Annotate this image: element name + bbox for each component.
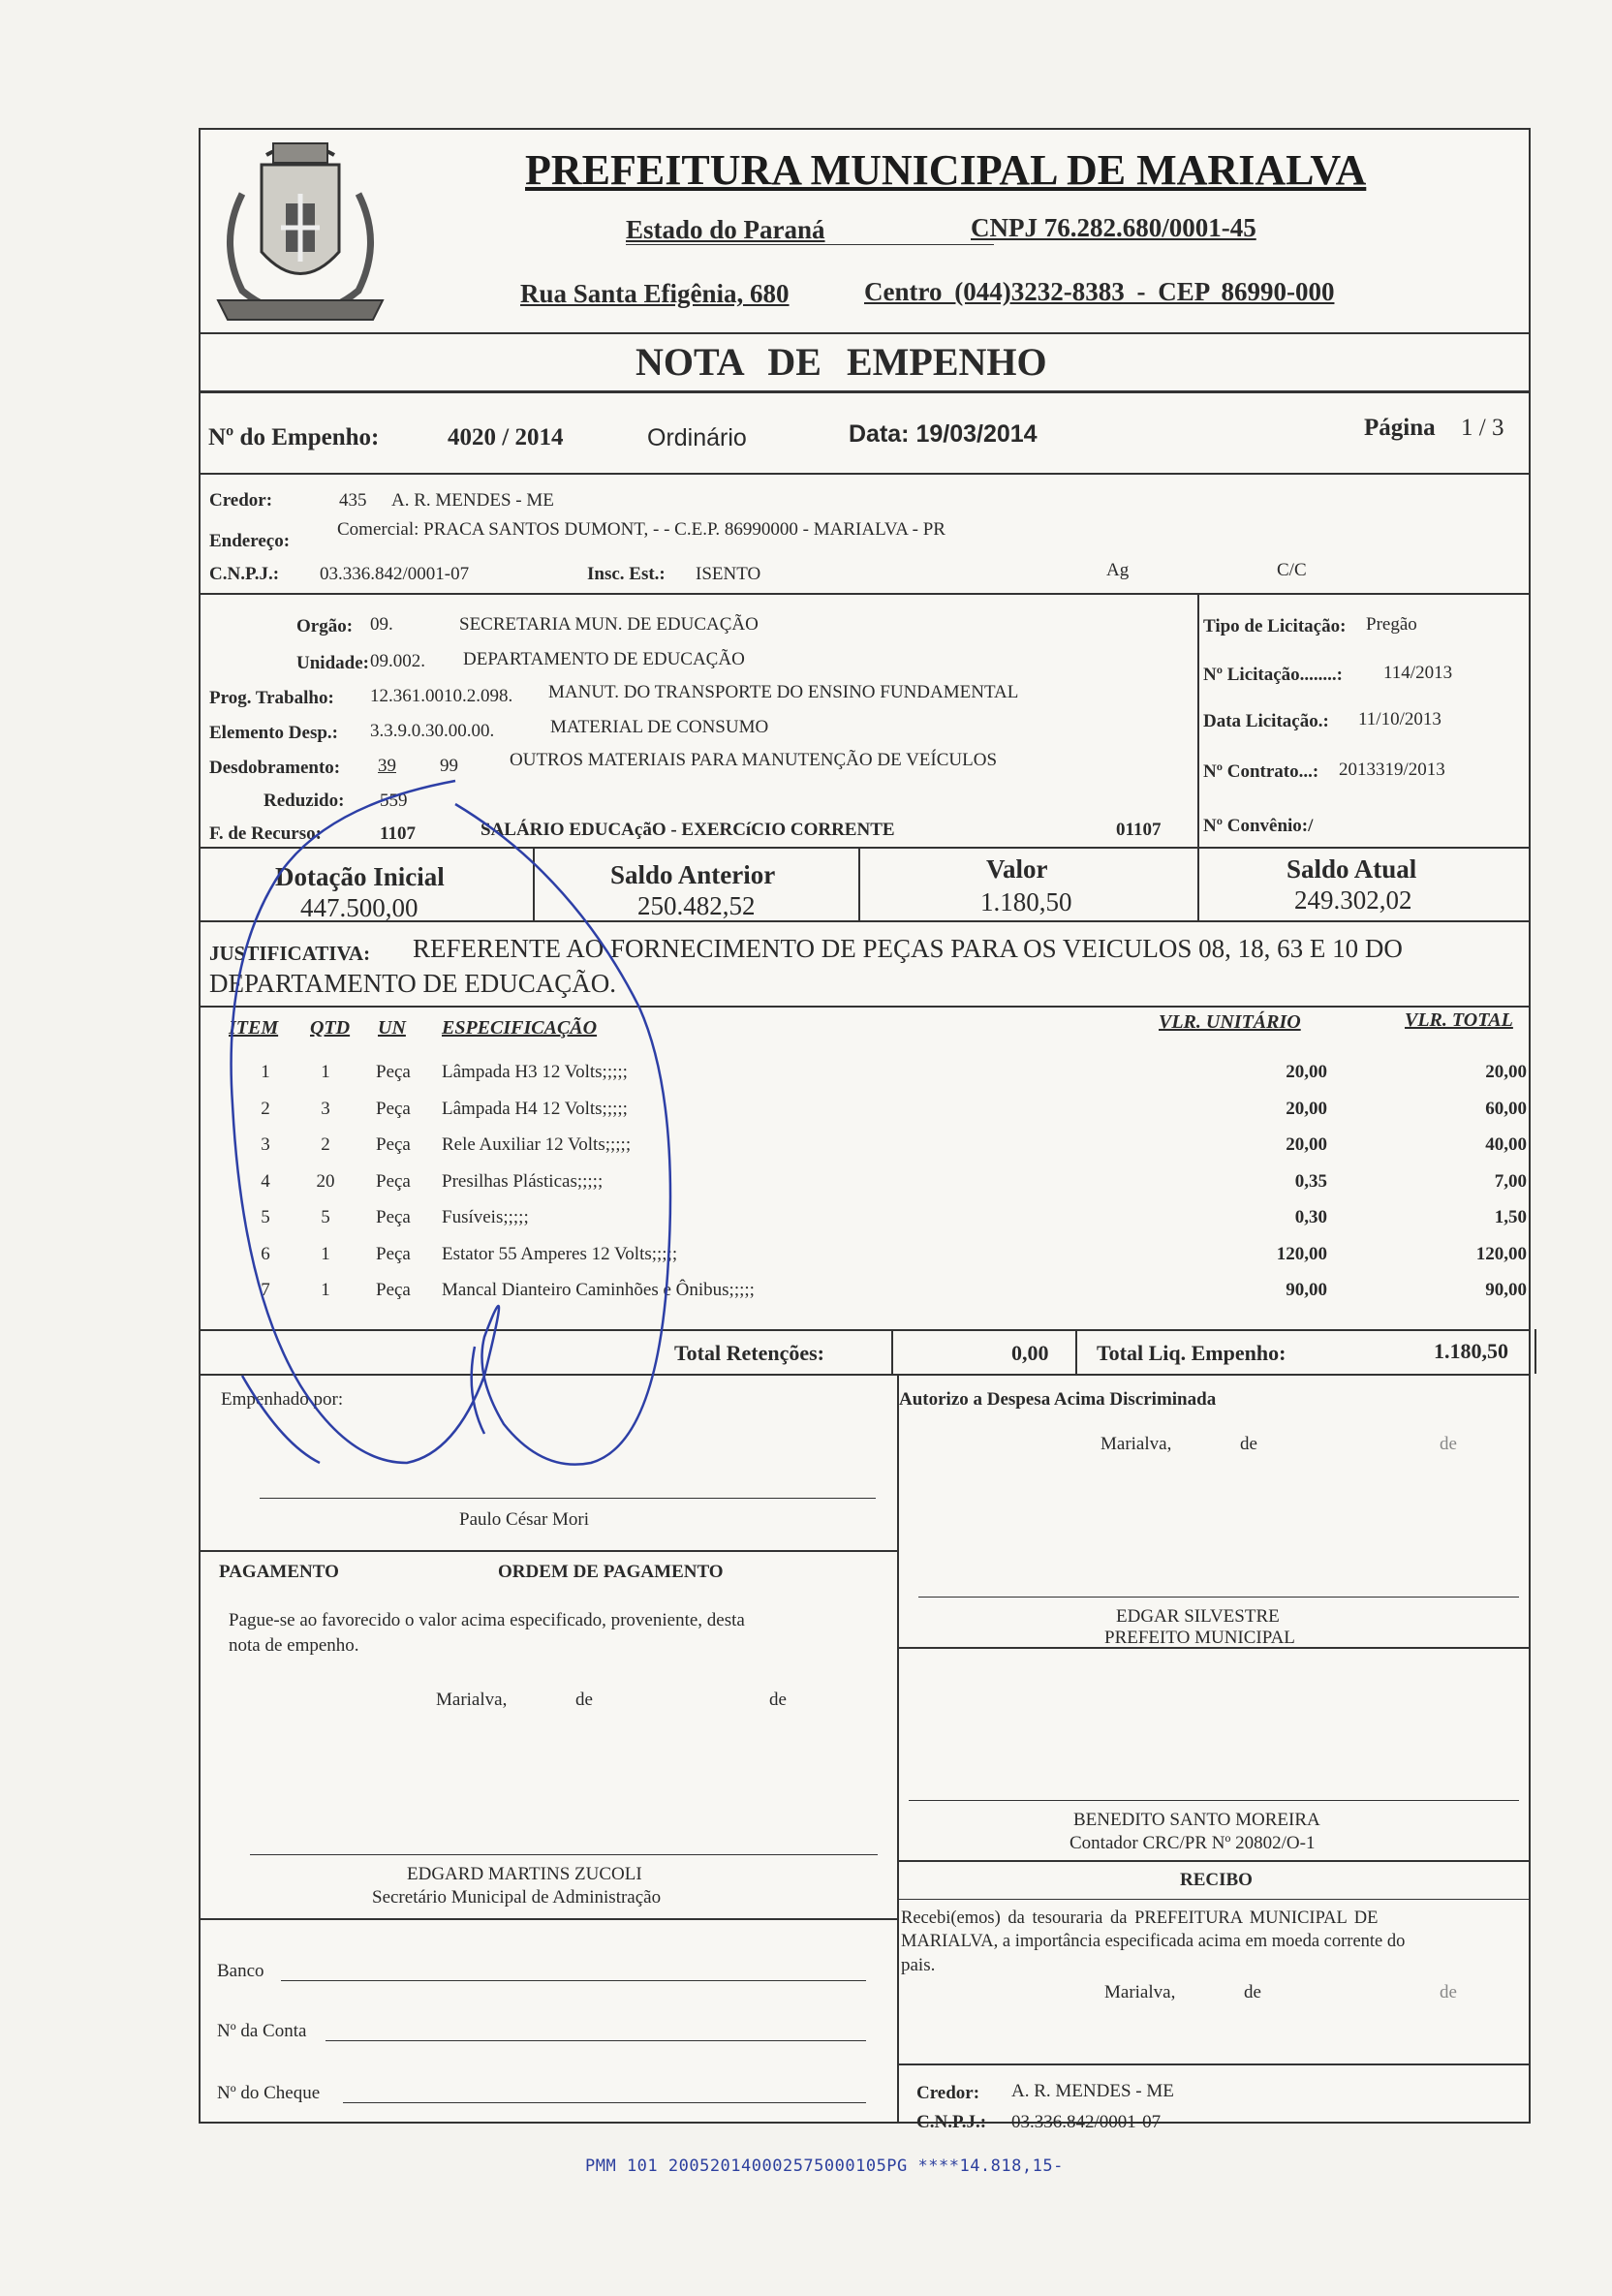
endereco-label: Endereço: [209, 531, 291, 551]
state-name: Estado do Paraná [626, 215, 825, 244]
signature-line [918, 1597, 1519, 1598]
item-qtd: 1 [321, 1062, 330, 1082]
item-total-price: 1,50 [1494, 1207, 1527, 1227]
item-unit: Peça [376, 1244, 411, 1264]
orgao-name: SECRETARIA MUN. DE EDUCAÇÃO [459, 614, 759, 635]
recibo-text-1: Recebi(emos) da tesouraria da PREFEITURA MUNICIPAL DE [901, 1908, 1379, 1928]
divider [1197, 847, 1199, 920]
agencia-label: Ag [1106, 560, 1130, 580]
desdobramento-label: Desdobramento: [209, 758, 341, 778]
cheque-label: Nº do Cheque [217, 2083, 321, 2103]
contrato-label: Nº Contrato...: [1203, 761, 1319, 782]
prefeito-name: EDGAR SILVESTRE [1116, 1606, 1280, 1627]
item-total-price: 60,00 [1485, 1099, 1527, 1119]
recibo-cnpj-label: C.N.P.J.: [916, 2112, 987, 2132]
conta-corrente-label: C/C [1277, 560, 1307, 580]
item-unit-price: 0,30 [1294, 1207, 1327, 1227]
item-unit-price: 20,00 [1286, 1134, 1327, 1155]
saldo-atual-value: 249.302,02 [1294, 885, 1412, 915]
desdobramento-code-2: 99 [440, 756, 458, 776]
municipal-crest-icon [203, 136, 397, 334]
saldo-atual-label: Saldo Atual [1286, 854, 1417, 884]
empenho-number-label: Nº do Empenho: [208, 424, 380, 450]
signature-line [909, 1800, 1519, 1801]
credor-cnpj: 03.336.842/0001-07 [320, 564, 470, 584]
credor-label: Credor: [209, 490, 273, 511]
contador-name: BENEDITO SANTO MOREIRA [1073, 1810, 1320, 1830]
recibo-text-3: pais. [901, 1955, 936, 1975]
total-liquido-value: 1.180,50 [1434, 1339, 1508, 1363]
pagamento-de-2: de [769, 1690, 787, 1710]
item-spec: Rele Auxiliar 12 Volts;;;;; [442, 1134, 632, 1155]
col-especificacao: ESPECIFICAÇÃO [442, 1017, 598, 1039]
pagamento-text-2: nota de empenho. [229, 1635, 359, 1656]
divider [199, 1006, 1531, 1008]
item-unit-price: 90,00 [1286, 1280, 1327, 1300]
item-qtd: 1 [321, 1280, 330, 1300]
recibo-credor-name: A. R. MENDES - ME [1011, 2081, 1174, 2101]
total-liquido-label: Total Liq. Empenho: [1097, 1341, 1286, 1365]
autorizo-de-1: de [1240, 1434, 1257, 1454]
recibo-place: Marialva, [1104, 1982, 1176, 2002]
divider [891, 1329, 893, 1374]
col-un: UN [378, 1017, 406, 1039]
licitacao-date: 11/10/2013 [1358, 709, 1442, 729]
empenho-number: 4020 / 2014 [448, 424, 564, 450]
licitacao-number-label: Nº Licitação........: [1203, 665, 1343, 685]
item-unit: Peça [376, 1134, 411, 1155]
pagamento-de-1: de [575, 1690, 593, 1710]
item-unit: Peça [376, 1280, 411, 1300]
recibo-label: RECIBO [1180, 1870, 1253, 1890]
payment-stamp: PMM 101 200520140002575000105PG ****14.818,15- [585, 2156, 1064, 2176]
desdobramento-name: OUTROS MATERIAIS PARA MANUTENÇÃO DE VEÍCULOS [510, 750, 998, 770]
item-qtd: 3 [321, 1099, 330, 1119]
tipo-licitacao-label: Tipo de Licitação: [1203, 616, 1347, 636]
autorizo-label: Autorizo a Despesa Acima Discriminada [899, 1389, 1217, 1410]
col-valor-total: VLR. TOTAL [1405, 1009, 1513, 1031]
unidade-name: DEPARTAMENTO DE EDUCAÇÃO [463, 649, 745, 669]
fonte-recurso-name: SALÁRIO EDUCAçãO - EXERCíCIO CORRENTE [480, 820, 895, 840]
item-number: 7 [261, 1280, 270, 1300]
recibo-text-2: MARIALVA, a importância especificada acima em moeda corrente do [901, 1932, 1406, 1951]
credor-code: 435 [339, 490, 367, 511]
contrato-number: 2013319/2013 [1339, 760, 1445, 780]
item-unit-price: 120,00 [1276, 1244, 1327, 1264]
item-unit: Peça [376, 1207, 411, 1227]
desdobramento-code-1: 39 [378, 756, 396, 776]
conta-field[interactable] [326, 2040, 866, 2041]
item-unit-price: 0,35 [1294, 1171, 1327, 1192]
empenho-type: Ordinário [647, 424, 747, 451]
item-unit: Peça [376, 1171, 411, 1192]
item-total-price: 90,00 [1485, 1280, 1527, 1300]
col-qtd: QTD [310, 1017, 351, 1039]
contador-role: Contador CRC/PR Nº 20802/O-1 [1070, 1833, 1316, 1853]
state-underline [626, 244, 994, 245]
empenho-date: Data: 19/03/2014 [849, 420, 1038, 448]
header-address: Rua Santa Efigênia, 680 [520, 279, 790, 308]
item-total-price: 40,00 [1485, 1134, 1527, 1155]
item-unit: Peça [376, 1062, 411, 1082]
item-qtd: 5 [321, 1207, 330, 1227]
item-number: 5 [261, 1207, 270, 1227]
item-qtd: 2 [321, 1134, 330, 1155]
item-number: 6 [261, 1244, 270, 1264]
header-cnpj: CNPJ 76.282.680/0001-45 [971, 213, 1256, 242]
total-retencoes-value: 0,00 [1011, 1341, 1049, 1365]
dotacao-value: 447.500,00 [300, 893, 418, 922]
divider [897, 1374, 899, 2124]
item-spec: Fusíveis;;;;; [442, 1207, 529, 1227]
prefeito-role: PREFEITO MUNICIPAL [1104, 1628, 1295, 1648]
divider [1534, 1329, 1536, 1374]
item-spec: Presilhas Plásticas;;;;; [442, 1171, 604, 1192]
orgao-label: Orgão: [296, 616, 354, 636]
item-total-price: 20,00 [1485, 1062, 1527, 1082]
recibo-de-1: de [1244, 1982, 1261, 2002]
col-item: ITEM [229, 1017, 279, 1039]
convenio-label: Nº Convênio:/ [1203, 816, 1314, 836]
prog-trabalho-label: Prog. Trabalho: [209, 688, 334, 708]
conta-label: Nº da Conta [217, 2021, 307, 2041]
elemento-name: MATERIAL DE CONSUMO [550, 717, 769, 737]
insc-value: ISENTO [696, 564, 761, 584]
saldo-anterior-value: 250.482,52 [637, 891, 756, 920]
page-label: Página [1364, 415, 1436, 441]
justificativa-line-1: REFERENTE AO FORNECIMENTO DE PEÇAS PARA OS VEICULOS 08, 18, 63 E 10 DO [413, 934, 1403, 963]
recibo-de-2: de [1440, 1982, 1457, 2002]
prog-trabalho-name: MANUT. DO TRANSPORTE DO ENSINO FUNDAMENTAL [548, 682, 1019, 702]
item-unit-price: 20,00 [1286, 1062, 1327, 1082]
header-address-rest: Centro (044)3232-8383 - CEP 86990-000 [864, 277, 1335, 306]
page-number: 1 / 3 [1461, 415, 1504, 441]
valor-label: Valor [986, 854, 1048, 884]
recibo-credor-label: Credor: [916, 2083, 980, 2103]
document-title: NOTA DE EMPENHO [636, 340, 1047, 384]
saldo-anterior-label: Saldo Anterior [610, 860, 776, 889]
item-unit-price: 20,00 [1286, 1099, 1327, 1119]
divider [199, 332, 1531, 334]
divider [1197, 593, 1199, 847]
valor-value: 1.180,50 [980, 887, 1072, 916]
empenhado-por-name: Paulo César Mori [459, 1509, 590, 1530]
licitacao-date-label: Data Licitação.: [1203, 711, 1329, 731]
item-qtd: 1 [321, 1244, 330, 1264]
signature-line [250, 1854, 878, 1855]
banco-field[interactable] [281, 1980, 866, 1981]
divider [897, 1860, 1531, 1862]
credor-address: Comercial: PRACA SANTOS DUMONT, - - C.E.P. 86990000 - MARIALVA - PR [337, 519, 946, 540]
reduzido-value: 559 [380, 791, 408, 811]
pagamento-text-1: Pague-se ao favorecido o valor acima especificado, proveniente, desta [229, 1610, 745, 1630]
item-spec: Lâmpada H3 12 Volts;;;;; [442, 1062, 628, 1082]
signature-line [260, 1498, 876, 1499]
item-spec: Mancal Dianteiro Caminhões e Ônibus;;;;; [442, 1280, 755, 1300]
divider [533, 847, 535, 920]
divider [199, 473, 1531, 475]
col-valor-unitario: VLR. UNITÁRIO [1159, 1011, 1301, 1033]
item-number: 3 [261, 1134, 270, 1155]
fonte-recurso-label: F. de Recurso: [209, 823, 322, 844]
divider [199, 390, 1531, 393]
ordem-pagamento-label: ORDEM DE PAGAMENTO [498, 1562, 724, 1582]
fonte-recurso-code: 1107 [380, 823, 416, 844]
pagamento-place: Marialva, [436, 1690, 508, 1710]
item-qtd: 20 [316, 1171, 335, 1192]
orgao-code: 09. [370, 614, 393, 635]
item-number: 4 [261, 1171, 270, 1192]
tipo-licitacao: Pregão [1366, 614, 1417, 635]
recibo-cnpj: 03.336.842/0001-07 [1011, 2112, 1162, 2132]
secretario-role: Secretário Municipal de Administração [372, 1887, 662, 1908]
elemento-code: 3.3.9.0.30.00.00. [370, 721, 495, 741]
credor-name: A. R. MENDES - ME [391, 490, 554, 511]
item-spec: Lâmpada H4 12 Volts;;;;; [442, 1099, 628, 1119]
item-total-price: 120,00 [1475, 1244, 1527, 1264]
fonte-recurso-number: 01107 [1116, 820, 1162, 840]
secretario-name: EDGARD MARTINS ZUCOLI [407, 1864, 642, 1884]
insc-label: Insc. Est.: [587, 564, 666, 584]
unidade-label: Unidade: [296, 653, 369, 673]
justificativa-line-2: DEPARTAMENTO DE EDUCAÇÃO. [209, 969, 616, 998]
divider [199, 1918, 898, 1920]
divider [199, 1550, 898, 1552]
empenhado-por-label: Empenhado por: [221, 1389, 344, 1410]
pagamento-label: PAGAMENTO [219, 1562, 339, 1582]
cnpj-label: C.N.P.J.: [209, 564, 280, 584]
item-unit: Peça [376, 1099, 411, 1119]
divider [897, 1899, 1531, 1900]
item-number: 1 [261, 1062, 270, 1082]
item-number: 2 [261, 1099, 270, 1119]
banco-label: Banco [217, 1961, 264, 1981]
divider [199, 593, 1531, 595]
elemento-label: Elemento Desp.: [209, 723, 338, 743]
divider [858, 847, 860, 920]
autorizo-place: Marialva, [1100, 1434, 1172, 1454]
reduzido-label: Reduzido: [264, 791, 345, 811]
autorizo-de-2: de [1440, 1434, 1457, 1454]
item-total-price: 7,00 [1494, 1171, 1527, 1192]
divider [1075, 1329, 1077, 1374]
dotacao-label: Dotação Inicial [275, 862, 445, 891]
divider [199, 847, 1531, 849]
item-spec: Estator 55 Amperes 12 Volts;;;;; [442, 1244, 678, 1264]
unidade-code: 09.002. [370, 651, 425, 671]
divider [897, 2063, 1531, 2065]
divider [199, 920, 1531, 922]
prog-trabalho-code: 12.361.0010.2.098. [370, 686, 513, 706]
total-retencoes-label: Total Retenções: [674, 1341, 824, 1365]
divider [199, 1329, 1531, 1331]
divider [199, 1374, 1531, 1376]
licitacao-number: 114/2013 [1383, 663, 1453, 683]
cheque-field[interactable] [343, 2102, 866, 2103]
prefeitura-title: PREFEITURA MUNICIPAL DE MARIALVA [525, 146, 1367, 194]
justificativa-label: JUSTIFICATIVA: [209, 942, 371, 965]
